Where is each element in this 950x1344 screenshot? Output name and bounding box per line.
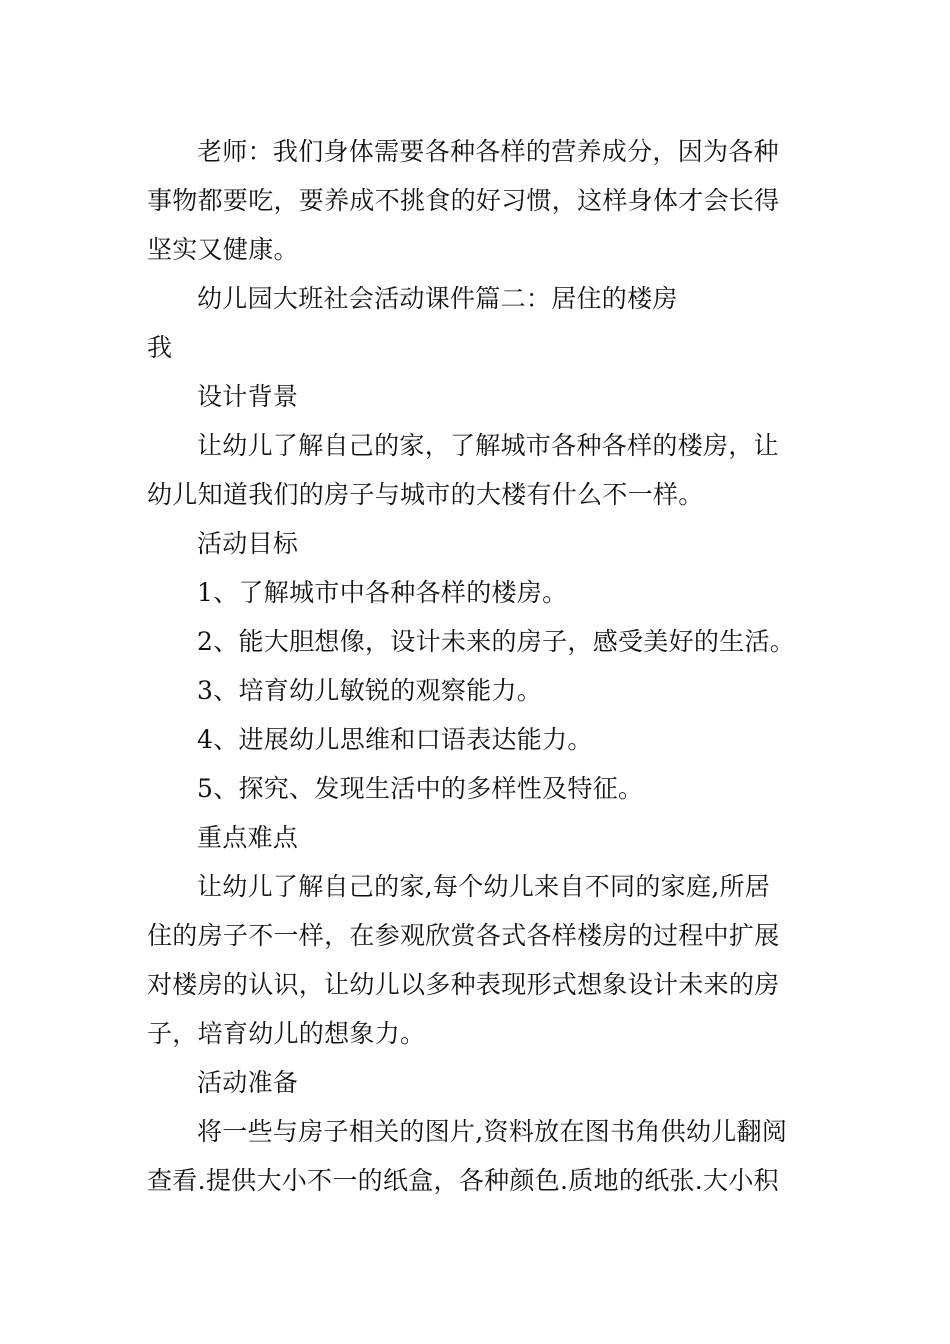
heading-design-background: 设计背景 <box>197 382 299 411</box>
document-body <box>147 127 807 1205</box>
paragraph-line: 幼儿知道我们的房子与城市的大楼有什么不一样。 <box>147 480 704 509</box>
paragraph-line: 老师：我们身体需要各种各样的营养成分，因为各种 <box>197 137 779 166</box>
heading-activity-preparation: 活动准备 <box>197 1068 299 1097</box>
list-item: 4、进展幼儿思维和口语表达能力。 <box>197 725 593 754</box>
section-title-line: 幼儿园大班社会活动课件篇二：居住的楼房 <box>197 284 678 313</box>
heading-key-difficulties: 重点难点 <box>197 823 299 852</box>
paragraph-line: 对楼房的认识，让幼儿以多种表现形式想象设计未来的房 <box>147 970 780 999</box>
list-item: 3、培育幼儿敏锐的观察能力。 <box>197 676 543 705</box>
section-title-line: 我 <box>147 333 173 362</box>
paragraph-line: 住的房子不一样，在参观欣赏各式各样楼房的过程中扩展 <box>147 921 780 950</box>
paragraph-line: 让幼儿了解自己的家,每个幼儿来自不同的家庭,所居 <box>197 872 771 901</box>
list-item: 2、能大胆想像，设计未来的房子，感受美好的生活。 <box>197 627 796 656</box>
paragraph-line: 将一些与房子相关的图片,资料放在图书角供幼儿翻阅 <box>197 1117 788 1146</box>
heading-activity-goals: 活动目标 <box>197 529 299 558</box>
paragraph-line: 让幼儿了解自己的家，了解城市各种各样的楼房，让 <box>197 431 779 460</box>
paragraph-line: 事物都要吃，要养成不挑食的好习惯，这样身体才会长得 <box>147 186 780 215</box>
list-item: 1、了解城市中各种各样的楼房。 <box>197 578 568 607</box>
paragraph-line: 查看.提供大小不一的纸盒，各种颜色.质地的纸张.大小积 <box>147 1166 779 1195</box>
list-item: 5、探究、发现生活中的多样性及特征。 <box>197 774 644 803</box>
paragraph-line: 子，培育幼儿的想象力。 <box>147 1019 426 1048</box>
paragraph-line: 坚实又健康。 <box>147 235 299 264</box>
